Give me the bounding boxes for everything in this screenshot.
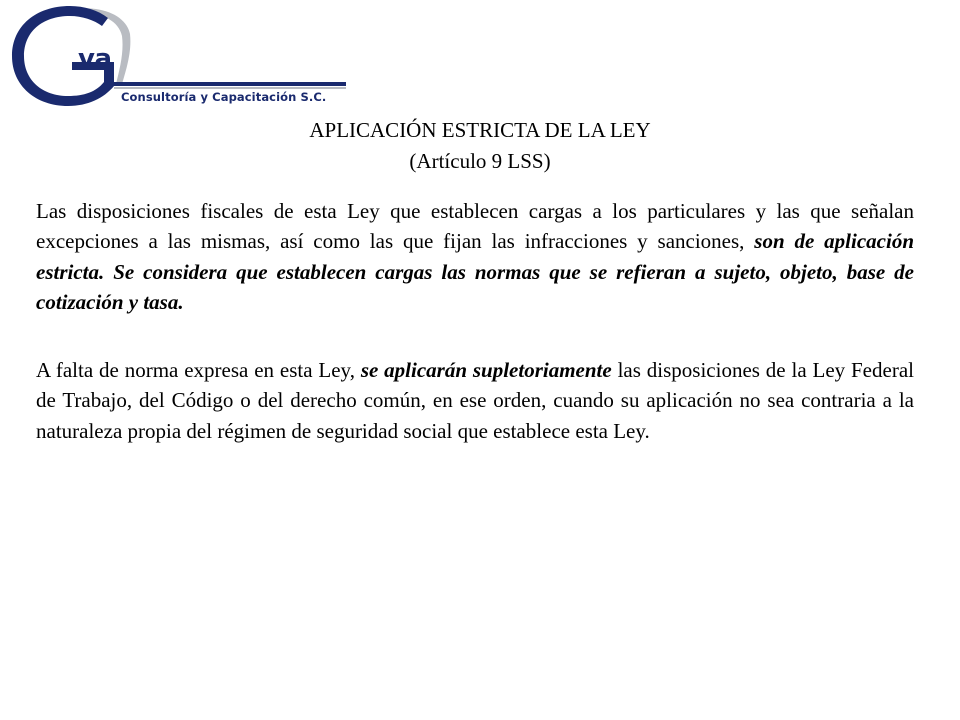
logo-underline-silver (114, 87, 346, 89)
page-title: APLICACIÓN ESTRICTA DE LA LEY (309, 118, 651, 142)
paragraph-1-emphasis: son de aplicación estricta. Se considera que establecen cargas las normas que se refieran a sujeto, objeto, base de cotización y tasa. (36, 229, 914, 315)
logo-underline-navy (114, 82, 346, 86)
page-subtitle: (Artículo 9 LSS) (409, 149, 551, 173)
paragraph-2-text-b: las disposiciones de la Ley Federal de Trabajo, del Código o del derecho común, en ese orden, cuando su aplicación no sea contraria a la naturaleza propia del régimen de seguridad social que establece esta Ley. (36, 358, 914, 443)
paragraph-2 (36, 355, 914, 446)
logo-company-name: Consultoría y Capacitación S.C. (121, 90, 327, 104)
paragraph-2-text-a: A falta de norma expresa en esta Ley, (36, 358, 361, 382)
paragraph-2-emphasis: se aplicarán supletoriamente (360, 358, 612, 382)
paragraph-1-text: Las disposiciones fiscales de esta Ley que establecen cargas a los particulares y las que señalan excepciones a las mismas, así como las que fijan las infracciones y sanciones, (36, 199, 914, 254)
logo-letters-va: va (78, 44, 112, 74)
paragraph-1 (36, 196, 914, 318)
